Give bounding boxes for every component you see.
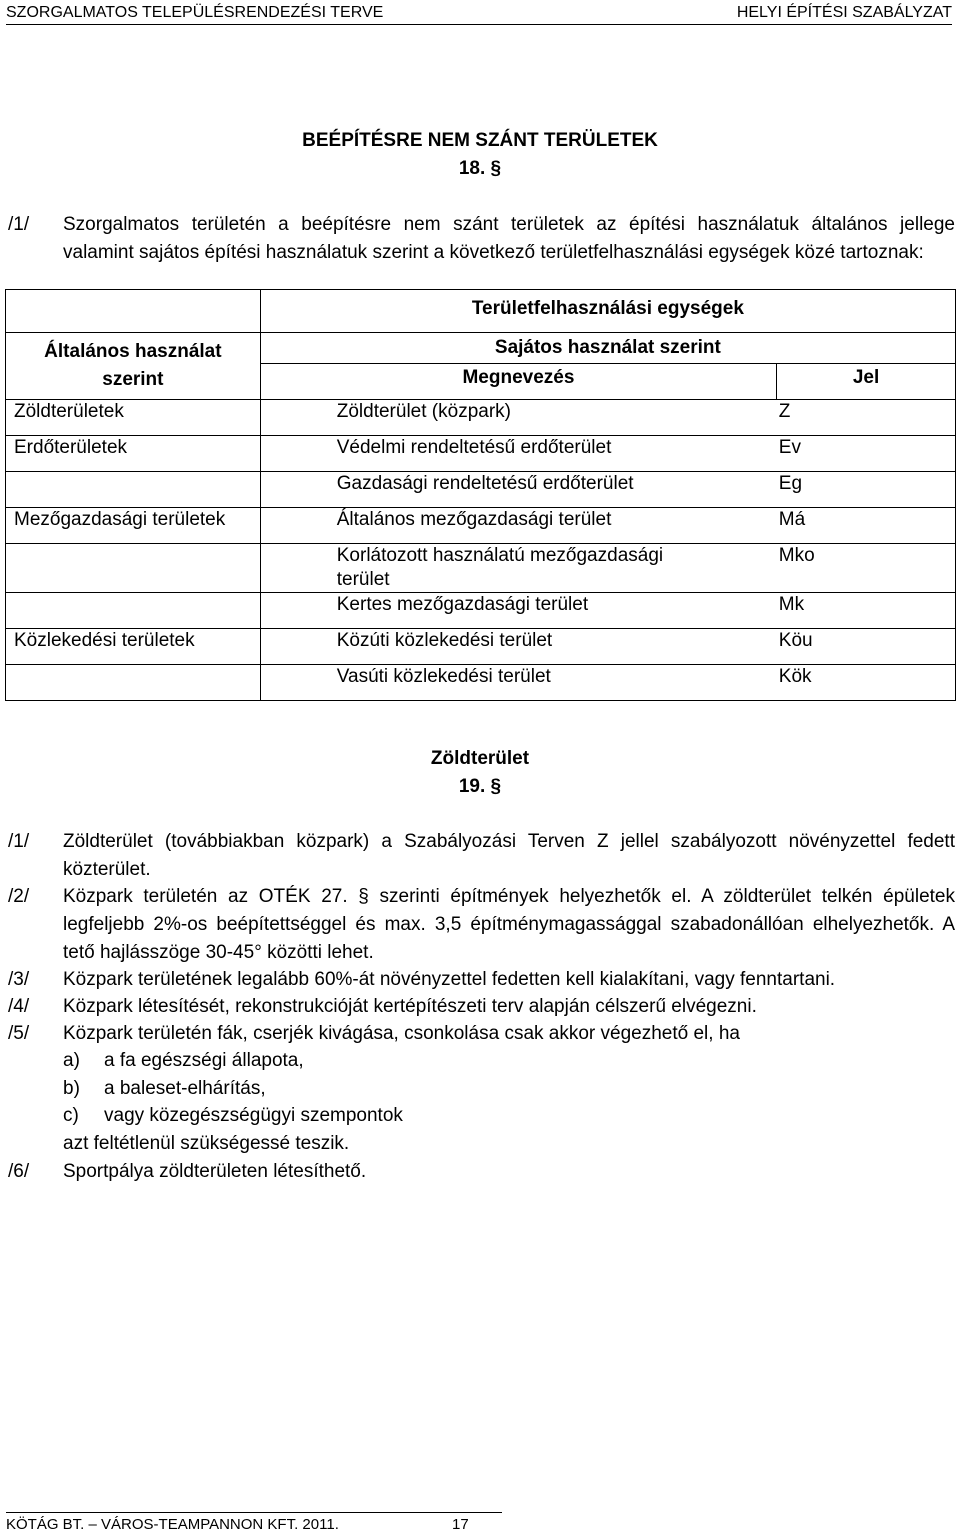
name-cell: Zöldterület (közpark) (260, 400, 696, 436)
table-row (6, 508, 956, 544)
paragraph-line: Közpark létesítését, rekonstrukcióját kertépítészeti terv alapján célszerű elvégezni. (63, 996, 757, 1017)
list-item: a fa egészségi állapota, (104, 1050, 304, 1071)
code-cell: Eg (696, 472, 956, 508)
list-mark: b) (63, 1078, 80, 1099)
paragraph-number: /3/ (8, 969, 30, 990)
general-cell (6, 472, 261, 508)
list-item: vagy közegészségügyi szempontok (104, 1105, 403, 1126)
general-cell: Közlekedési területek (6, 629, 261, 665)
col-specific-header: Sajátos használat szerint (260, 333, 955, 364)
code-cell: Mk (696, 593, 956, 629)
table-row (6, 472, 956, 508)
table-corner-cell (6, 290, 261, 333)
paragraph-number: /5/ (8, 1023, 30, 1044)
land-use-table (5, 289, 956, 701)
table-row (6, 544, 956, 593)
name-cell: Védelmi rendeltetésű erdőterület (260, 436, 696, 472)
table-row (6, 629, 956, 665)
general-cell (6, 665, 261, 701)
header-right: HELYI ÉPÍTÉSI SZABÁLYZAT (736, 4, 952, 21)
section-18-title: BEÉPÍTÉSRE NEM SZÁNT TERÜLETEK (302, 130, 658, 151)
col-general-header (6, 333, 261, 400)
code-cell: Má (696, 508, 956, 544)
list-tail: azt feltétlenül szükségessé teszik. (63, 1133, 350, 1154)
table-row (6, 593, 956, 629)
page-header (6, 4, 952, 25)
paragraph-line: Zöldterület (továbbiakban közpark) a Szabályozási Terven Z jellel szabályozott növényzettel fedett (63, 831, 955, 852)
section-18-number: 18. § (458, 158, 502, 179)
table-row (6, 665, 956, 701)
paragraph-line: Közpark területének legalább 60%-át növényzettel fedetten kell kialakítani, vagy fenntartani. (63, 969, 836, 990)
paragraph-line: Közpark területén fák, cserjék kivágása, csonkolása csak akkor végezhető el, ha (63, 1023, 740, 1044)
paragraph-line: tető hajlásszöge 30-45° közötti lehet. (63, 942, 374, 963)
footer-text: KÖTÁG BT. – VÁROS-TEAMPANNON KFT. 2011. (6, 1516, 339, 1533)
list-mark: c) (63, 1105, 79, 1126)
paragraph-line: Közpark területén az OTÉK 27. § szerinti építmények helyezhetők el. A zöldterület telkén épületek (63, 886, 955, 907)
name-cell: Közúti közlekedési terület (260, 629, 696, 665)
name-cell: Általános mezőgazdasági terület (260, 508, 696, 544)
paragraph-line: legfeljebb 2%-os beépítettséggel és max. 3,5 építménymagassággal szabadonállóan elhelyezhetők. A (63, 914, 955, 935)
paragraph-line: közterület. (63, 859, 151, 880)
paragraph-number: /1/ (8, 831, 30, 852)
name-cell: Gazdasági rendeltetésű erdőterület (260, 472, 696, 508)
header-left: SZORGALMATOS TELEPÜLÉSRENDEZÉSI TERVE (6, 4, 384, 21)
paragraph-number: /6/ (8, 1161, 30, 1182)
paragraph-number: /1/ (8, 214, 30, 235)
code-cell: Kök (696, 665, 956, 701)
paragraph-line: Sportpálya zöldterületen létesíthető. (63, 1161, 367, 1182)
table-title: Területfelhasználási egységek (260, 290, 955, 333)
table-row (6, 400, 956, 436)
section-19-number: 19. § (458, 776, 502, 797)
section-19-title: Zöldterület (430, 748, 530, 769)
name-cell: Vasúti közlekedési terület (260, 665, 696, 701)
paragraph-number: /4/ (8, 996, 30, 1017)
col-general-header-l1: Általános használat (44, 341, 222, 362)
name-cell: Korlátozott használatú mezőgazdasági terület (260, 544, 696, 593)
list-item: a baleset-elhárítás, (104, 1078, 266, 1099)
general-cell: Erdőterületek (6, 436, 261, 472)
code-cell: Z (696, 400, 956, 436)
general-cell: Zöldterületek (6, 400, 261, 436)
paragraph-line: valamint sajátos építési használatuk szerint a következő területfelhasználási egységek közé tartoznak: (63, 242, 924, 263)
table-row (6, 436, 956, 472)
col-code-header: Jel (777, 364, 956, 400)
paragraph-line: Szorgalmatos területén a beépítésre nem szánt területek az építési használatuk általános jellege (63, 214, 955, 235)
page-footer (6, 1512, 502, 1533)
general-cell: Mezőgazdasági területek (6, 508, 261, 544)
code-cell: Ev (696, 436, 956, 472)
page-number: 17 (452, 1516, 469, 1533)
name-cell: Kertes mezőgazdasági terület (260, 593, 696, 629)
col-name-header: Megnevezés (260, 364, 776, 400)
col-general-header-l2: szerint (102, 369, 164, 390)
list-mark: a) (63, 1050, 80, 1071)
general-cell (6, 593, 261, 629)
code-cell: Köu (696, 629, 956, 665)
general-cell (6, 544, 261, 593)
paragraph-number: /2/ (8, 886, 30, 907)
code-cell: Mko (696, 544, 956, 593)
